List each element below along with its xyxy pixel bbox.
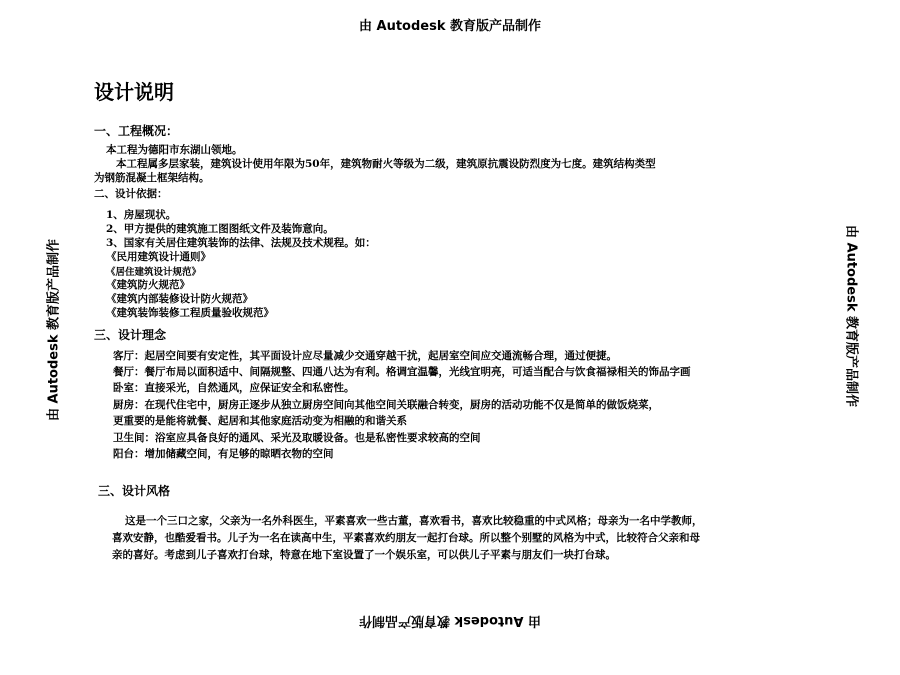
concept-line: 厨房：在现代住宅中，厨房正逐步从独立厨房空间向其他空间关联融合转变，厨房的活动功能不仅是简单的做饭烧菜， <box>113 399 659 411</box>
norm-item: 《建筑装饰装修工程质量验收规范》 <box>106 307 274 319</box>
concept-line: 客厅：起居空间要有安定性，其平面设计应尽量减少交通穿越干扰，起居室空间应交通流畅合理，通过便捷。 <box>113 350 617 362</box>
section-heading-design-style: 三、设计风格 <box>98 484 171 498</box>
section-heading-design-concept: 三、设计理念 <box>94 328 167 342</box>
norm-item: 《民用建筑设计通则》 <box>106 251 211 263</box>
overview-line: 为钢筋混凝土框架结构。 <box>94 172 210 184</box>
style-line: 亲的喜好。考虑到儿子喜欢打台球，特意在地下室设置了一个娱乐室，可以供儿子平素与朋友们一块打台球。 <box>112 549 616 561</box>
basis-item: 3、国家有关居住建筑装饰的法律、法规及技术规程。如： <box>106 237 376 249</box>
norm-item: 《居住建筑设计规范》 <box>106 267 202 278</box>
style-line: 这是一个三口之家，父亲为一名外科医生，平素喜欢一些古董，喜欢看书，喜欢比较稳重的中式风格；母亲为一名中学教师， <box>125 515 703 527</box>
watermark-bottom: 由 Autodesk 教育版产品制作 <box>358 613 542 628</box>
concept-line: 阳台：增加储藏空间，有足够的晾晒衣物的空间 <box>113 448 334 460</box>
concept-line: 餐厅：餐厅布局以面积适中、间隔规整、四通八达为有利。格调宜温馨，光线宜明亮，可适当配合与饮食福禄相关的饰品字画 <box>113 366 691 378</box>
section-heading-project-overview: 一、工程概况： <box>94 124 179 138</box>
concept-line: 卧室：直接采光，自然通风，应保证安全和私密性。 <box>113 382 355 394</box>
section-heading-design-basis: 二、设计依据： <box>94 188 168 200</box>
watermark-top: 由 Autodesk 教育版产品制作 <box>358 19 542 34</box>
basis-item: 2、甲方提供的建筑施工图图纸文件及装饰意向。 <box>106 223 334 235</box>
norm-item: 《建筑防火规范》 <box>106 279 190 291</box>
overview-line: 本工程为德阳市东湖山领地。 <box>106 144 243 156</box>
overview-line: 本工程属多层家装，建筑设计使用年限为50年，建筑物耐火等级为二级，建筑原抗震设防烈度为七度。建筑结构类型 <box>116 158 656 170</box>
watermark-right: 由 Autodesk 教育版产品制作 <box>843 224 859 408</box>
basis-item: 1、房屋现状。 <box>106 209 177 221</box>
concept-line: 更重要的是能将就餐、起居和其他家庭活动变为相融的和谐关系 <box>113 415 407 427</box>
watermark-left: 由 Autodesk 教育版产品制作 <box>46 238 62 422</box>
concept-line: 卫生间：浴室应具备良好的通风、采光及取暖设备。也是私密性要求较高的空间 <box>113 432 481 444</box>
style-line: 喜欢安静，也酷爱看书。儿子为一名在读高中生，平素喜欢约朋友一起打台球。所以整个别墅的风格为中式，比较符合父亲和母 <box>112 532 700 544</box>
document-title: 设计说明 <box>94 80 174 104</box>
norm-item: 《建筑内部装修设计防火规范》 <box>106 293 253 305</box>
